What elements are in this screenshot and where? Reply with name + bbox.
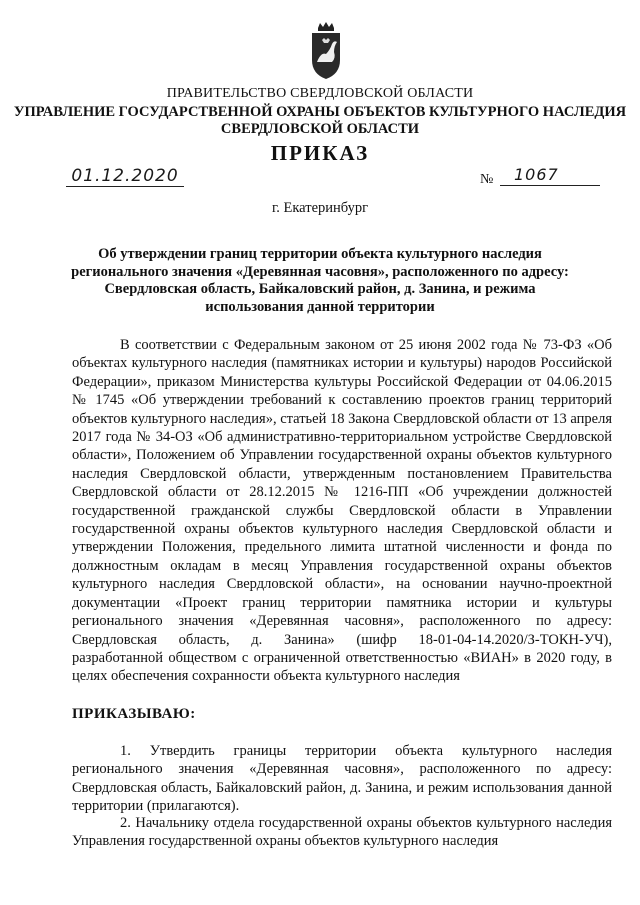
order-title: [70, 246, 570, 316]
coat-of-arms-icon: [307, 22, 345, 80]
handwritten-date: 01.12.2020: [66, 166, 184, 187]
title-line-2: регионального значения «Деревянная часовня», расположенного по адресу:: [71, 263, 569, 280]
preamble-paragraph: В соответствии с Федеральным законом от 25 июня 2002 года № 73-ФЗ «Об объектах культурного наследия (памятниках истории и культуры) народов Российской Федерации», приказом Министерства культуры Российской Федерации от 04.06.2015 № 1745 «Об утверждении требований к составлению проектов границ территорий объектов культурного наследия», статьей 18 Закона Свердловской области от 13 апреля 2017 года № 34-ОЗ «Об административно-территориальном устройстве Свердловской области», Положением об Управлении государственной охраны объектов культурного наследия Свердловской области, утвержденным постановлением Правительства Свердловской области от 28.12.2015 № 1216-ПП «Об учреждении должностей государственной гражданской службы Свердловской области в Управлении государственной охраны объектов культурного наследия Свердловской области и утверждении Положения, предельного лимита штатной численности и фонда по должностным окладам в месяц Управления государственной охраны объектов культурного наследия Свердловской области», на основании научно-проектной документации «Проект границ территории памятника истории и культуры регионального значения «Деревянная часовня», расположенного по адресу: Свердловская область, д. Занина» (шифр 18-01-04-14.2020/З-ТОКН-УЧ), разработанной обществом с ограниченной ответственностью «ВИАН» в 2020 году, в целях обеспечения сохранности объекта культурного наследия: [72, 337, 612, 685]
document-type: ПРИКАЗ: [270, 141, 370, 165]
decree-heading: ПРИКАЗЫВАЮ:: [72, 706, 196, 722]
department-line-2: СВЕРДЛОВСКОЙ ОБЛАСТИ: [220, 121, 420, 137]
title-line-4: использования данной территории: [205, 298, 435, 315]
city: г. Екатеринбург: [271, 200, 369, 216]
government-name: ПРАВИТЕЛЬСТВО СВЕРДЛОВСКОЙ ОБЛАСТИ: [166, 86, 474, 101]
number-label: №: [480, 172, 494, 187]
handwritten-number: 1067: [500, 165, 600, 186]
order-item-1: 1. Утвердить границы территории объекта культурного наследия регионального значения «Деревянная часовня», расположенного по адресу: Свердловская область, Байкаловский район, д. Занина, и режим использования данной территории (прилагаются).: [72, 743, 612, 815]
department-name: [0, 104, 640, 138]
order-item-2: 2. Начальнику отдела государственной охраны объектов культурного наследия Управления государственной охраны объектов культурного наследия: [72, 815, 612, 850]
title-line-1: Об утверждении границ территории объекта культурного наследия: [98, 246, 542, 262]
department-line-1: УПРАВЛЕНИЕ ГОСУДАРСТВЕННОЙ ОХРАНЫ ОБЪЕКТОВ КУЛЬТУРНОГО НАСЛЕДИЯ: [13, 104, 627, 120]
title-line-3: Свердловская область, Байкаловский район, д. Занина, и режима: [104, 281, 536, 297]
